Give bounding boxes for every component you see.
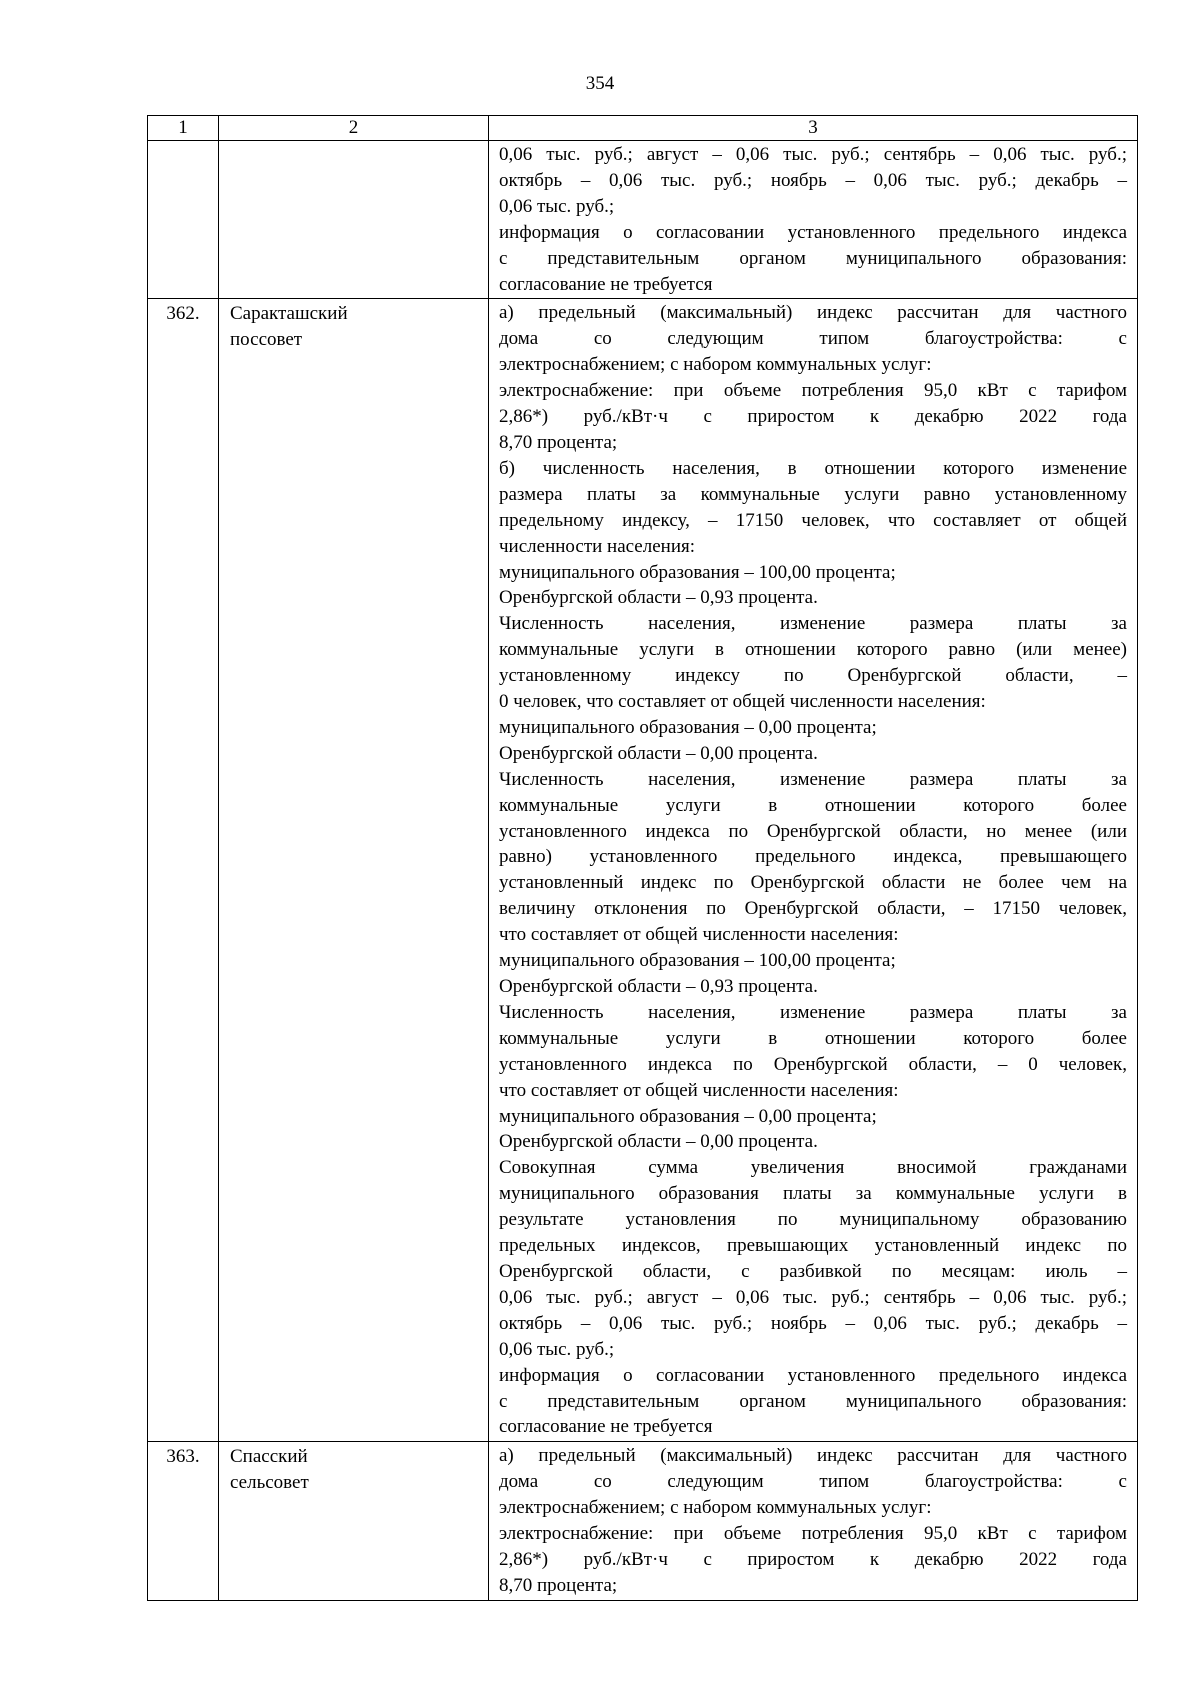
description-line: согласование не требуется	[499, 273, 713, 295]
description-line: дома со следующим типом благоустройства: с	[499, 328, 1127, 350]
description-line: Оренбургской области – 0,93 процента.	[499, 976, 818, 997]
municipality-name-line: поссовет	[230, 329, 303, 351]
row-number: 362.	[148, 299, 219, 1442]
table-row	[148, 141, 1138, 299]
index-description	[489, 1442, 1138, 1600]
column-header-2: 2	[219, 116, 489, 141]
description-line: октябрь – 0,06 тыс. руб.; ноябрь – 0,06 тыс. руб.; декабрь –	[499, 1312, 1127, 1334]
description-line: результате установления по муниципальному образованию	[499, 1209, 1127, 1231]
description-line: установленного индекса по Оренбургской области, но менее (или	[499, 820, 1127, 842]
description-line: электроснабжение: при объеме потребления 95,0 кВт с тарифом	[499, 380, 1127, 402]
row-number	[148, 141, 219, 299]
description-line: предельных индексов, превышающих установленный индекс по	[499, 1235, 1127, 1257]
description-line: Оренбургской области, с разбивкой по месяцам: июль –	[499, 1260, 1127, 1282]
description-line: электроснабжением; с набором коммунальных услуг:	[499, 1497, 932, 1519]
description-line: а) предельный (максимальный) индекс рассчитан для частного	[499, 1445, 1127, 1467]
description-line: информация о согласовании установленного предельного индекса	[499, 1364, 1127, 1386]
description-line: муниципального образования – 0,00 процента;	[499, 1105, 877, 1127]
column-header-3: 3	[489, 116, 1138, 141]
municipality-name-line: сельсовет	[230, 1472, 309, 1494]
row-number: 363.	[148, 1442, 219, 1600]
description-line: 2,86*) руб./кВт·ч с приростом к декабрю 2022 года	[499, 1548, 1127, 1570]
description-line: Численность населения, изменение размера платы за	[499, 1001, 1127, 1023]
description-line: информация о согласовании установленного предельного индекса	[499, 221, 1127, 243]
column-header-1: 1	[148, 116, 219, 141]
description-line: б) численность населения, в отношении которого изменение	[499, 457, 1127, 479]
description-line: а) предельный (максимальный) индекс рассчитан для частного	[499, 302, 1127, 324]
description-line: коммунальные услуги в отношении которого равно (или менее)	[499, 639, 1127, 661]
description-line: что составляет от общей численности населения:	[499, 1079, 899, 1101]
index-description	[489, 141, 1138, 299]
municipality-name-line: Саракташский	[230, 303, 348, 325]
description-line: муниципального образования платы за коммунальные услуги в	[499, 1183, 1127, 1205]
description-line: Оренбургской области – 0,00 процента.	[499, 1131, 818, 1153]
description-line: равно) установленного предельного индекса, превышающего	[499, 846, 1127, 868]
description-line: муниципального образования – 100,00 процента;	[499, 561, 896, 583]
description-line: Оренбургской области – 0,00 процента.	[499, 742, 818, 764]
description-line: установленного индекса по Оренбургской области, – 0 человек,	[499, 1053, 1127, 1075]
description-line: численности населения:	[499, 535, 696, 557]
description-line: муниципального образования – 100,00 процента;	[499, 950, 896, 972]
description-line: 0,06 тыс. руб.; август – 0,06 тыс. руб.; сентябрь – 0,06 тыс. руб.;	[499, 144, 1127, 165]
table-row	[148, 299, 1138, 1442]
index-description	[489, 299, 1138, 1442]
description-line: Совокупная сумма увеличения вносимой гражданами	[499, 1157, 1127, 1179]
description-line: установленный индекс по Оренбургской области не более чем на	[499, 872, 1127, 894]
description-line: муниципального образования – 0,00 процента;	[499, 716, 877, 738]
description-line: коммунальные услуги в отношении которого более	[499, 794, 1127, 816]
description-line: 0,06 тыс. руб.;	[499, 195, 615, 217]
description-line: величину отклонения по Оренбургской области, – 17150 человек,	[499, 898, 1127, 920]
description-line: электроснабжение: при объеме потребления 95,0 кВт с тарифом	[499, 1523, 1127, 1545]
description-line: коммунальные услуги в отношении которого более	[499, 1027, 1127, 1049]
description-line: Численность населения, изменение размера платы за	[499, 613, 1127, 635]
description-line: 8,70 процента;	[499, 1574, 618, 1596]
description-line: 0 человек, что составляет от общей численности населения:	[499, 691, 986, 713]
description-line: с представительным органом муниципального образования:	[499, 1390, 1127, 1412]
description-line: Оренбургской области – 0,93 процента.	[499, 587, 818, 609]
description-line: согласование не требуется	[499, 1416, 713, 1438]
indices-table	[147, 115, 1138, 1601]
municipality-name-line: Спасский	[230, 1446, 308, 1468]
description-line: 0,06 тыс. руб.; август – 0,06 тыс. руб.; сентябрь – 0,06 тыс. руб.;	[499, 1286, 1127, 1308]
description-line: 0,06 тыс. руб.;	[499, 1338, 615, 1360]
description-line: размера платы за коммунальные услуги равно установленному	[499, 483, 1127, 505]
table-header-row	[148, 116, 1138, 141]
description-line: с представительным органом муниципального образования:	[499, 247, 1127, 269]
description-line: электроснабжением; с набором коммунальных услуг:	[499, 354, 932, 376]
table-row	[148, 1442, 1138, 1600]
municipality-name	[219, 1442, 489, 1600]
description-line: установленному индексу по Оренбургской области, –	[499, 665, 1127, 687]
description-line: 2,86*) руб./кВт·ч с приростом к декабрю 2022 года	[499, 406, 1127, 428]
description-line: 8,70 процента;	[499, 431, 618, 453]
description-line: что составляет от общей численности населения:	[499, 924, 899, 946]
municipality-name	[219, 141, 489, 299]
description-line: дома со следующим типом благоустройства: с	[499, 1471, 1127, 1493]
page-number: 354	[585, 73, 615, 94]
description-line: предельному индексу, – 17150 человек, что составляет от общей	[499, 509, 1127, 531]
description-line: октябрь – 0,06 тыс. руб.; ноябрь – 0,06 тыс. руб.; декабрь –	[499, 169, 1127, 191]
municipality-name	[219, 299, 489, 1442]
description-line: Численность населения, изменение размера платы за	[499, 768, 1127, 790]
